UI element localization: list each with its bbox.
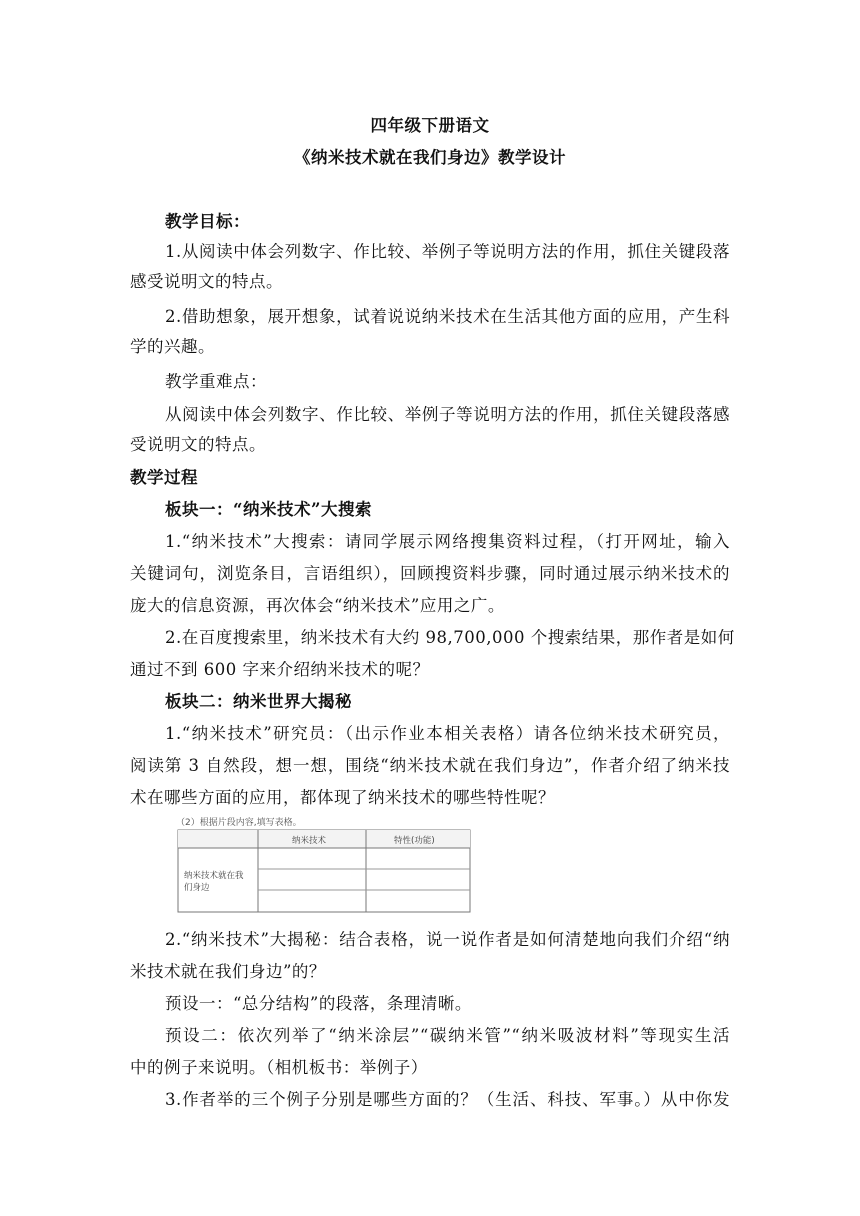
process-heading: 教学过程 <box>130 468 198 487</box>
block1-heading: 板块一：“纳米技术”大搜索 <box>165 500 372 519</box>
objectives-heading: 教学目标： <box>165 212 250 231</box>
table-row-label-line-2: 们身边 <box>184 883 210 893</box>
objective-1-line-2: 感受说明文的特点。 <box>130 272 283 291</box>
preset-1: 预设一：“总分结构”的段落，条理清晰。 <box>165 994 472 1013</box>
worksheet-table-image <box>176 815 476 915</box>
block2-p1-line-1: 1.“纳米技术”研究员：（出示作业本相关表格）请各位纳米技术研究员， <box>165 724 730 743</box>
preset-2-line-2: 中的例子来说明。（相机板书：举例子） <box>130 1058 428 1077</box>
block2-p2-line-2: 米技术就在我们身边”的？ <box>130 962 326 981</box>
block1-p1-line-1: 1.“纳米技术”大搜索：请同学展示网络搜集资料过程，（打开网址，输入 <box>165 532 730 551</box>
block1-p2-line-2: 通过不到 600 字来介绍纳米技术的呢？ <box>130 660 430 679</box>
doc-title-lesson: 《纳米技术就在我们身边》教学设计 <box>294 148 566 167</box>
block2-p1-line-2: 阅读第 3 自然段，想一想，围绕“纳米技术就在我们身边”，作者介绍了纳米技 <box>130 756 730 775</box>
block2-p2-line-1: 2.“纳米技术”大揭秘：结合表格，说一说作者是如何清楚地向我们介绍“纳 <box>165 930 730 949</box>
difficulty-line-1: 从阅读中体会列数字、作比较、举例子等说明方法的作用，抓住关键段落感 <box>165 405 730 424</box>
table-col-nano-tech: 纳米技术 <box>292 836 327 846</box>
difficulty-heading: 教学重难点： <box>165 372 267 391</box>
objective-2-line-1: 2.借助想象，展开想象，试着说说纳米技术在生活其他方面的应用，产生科 <box>165 307 730 326</box>
block2-heading: 板块二：纳米世界大揭秘 <box>165 692 352 711</box>
block2-p1-line-3: 术在哪些方面的应用，都体现了纳米技术的哪些特性呢？ <box>130 788 555 807</box>
table-caption: （2）根据片段内容,填写表格。 <box>176 818 302 828</box>
preset-2-line-1: 预设二：依次列举了“纳米涂层”“碳纳米管”“纳米吸波材料”等现实生活 <box>165 1026 730 1045</box>
block1-p1-line-3: 庞大的信息资源，再次体会“纳米技术”应用之广。 <box>130 596 505 615</box>
objective-2-line-2: 学的兴趣。 <box>130 337 215 356</box>
table-col-properties: 特性(功能) <box>394 836 435 846</box>
block1-p2-line-1: 2.在百度搜索里，纳米技术有大约 98,700,000 个搜索结果，那作者是如何 <box>165 628 735 647</box>
objective-1-line-1: 1.从阅读中体会列数字、作比较、举例子等说明方法的作用，抓住关键段落 <box>165 242 730 261</box>
block1-p1-line-2: 关键词句，浏览条目，言语组织），回顾搜资料步骤，同时通过展示纳米技术的 <box>130 564 730 583</box>
difficulty-line-2: 受说明文的特点。 <box>130 435 266 454</box>
doc-title-grade: 四年级下册语文 <box>370 116 490 135</box>
table-row-label-line-1: 纳米技术就在我 <box>184 871 244 881</box>
block2-p3-line-1: 3.作者举的三个例子分别是哪些方面的？（生活、科技、军事。）从中你发 <box>165 1090 730 1109</box>
